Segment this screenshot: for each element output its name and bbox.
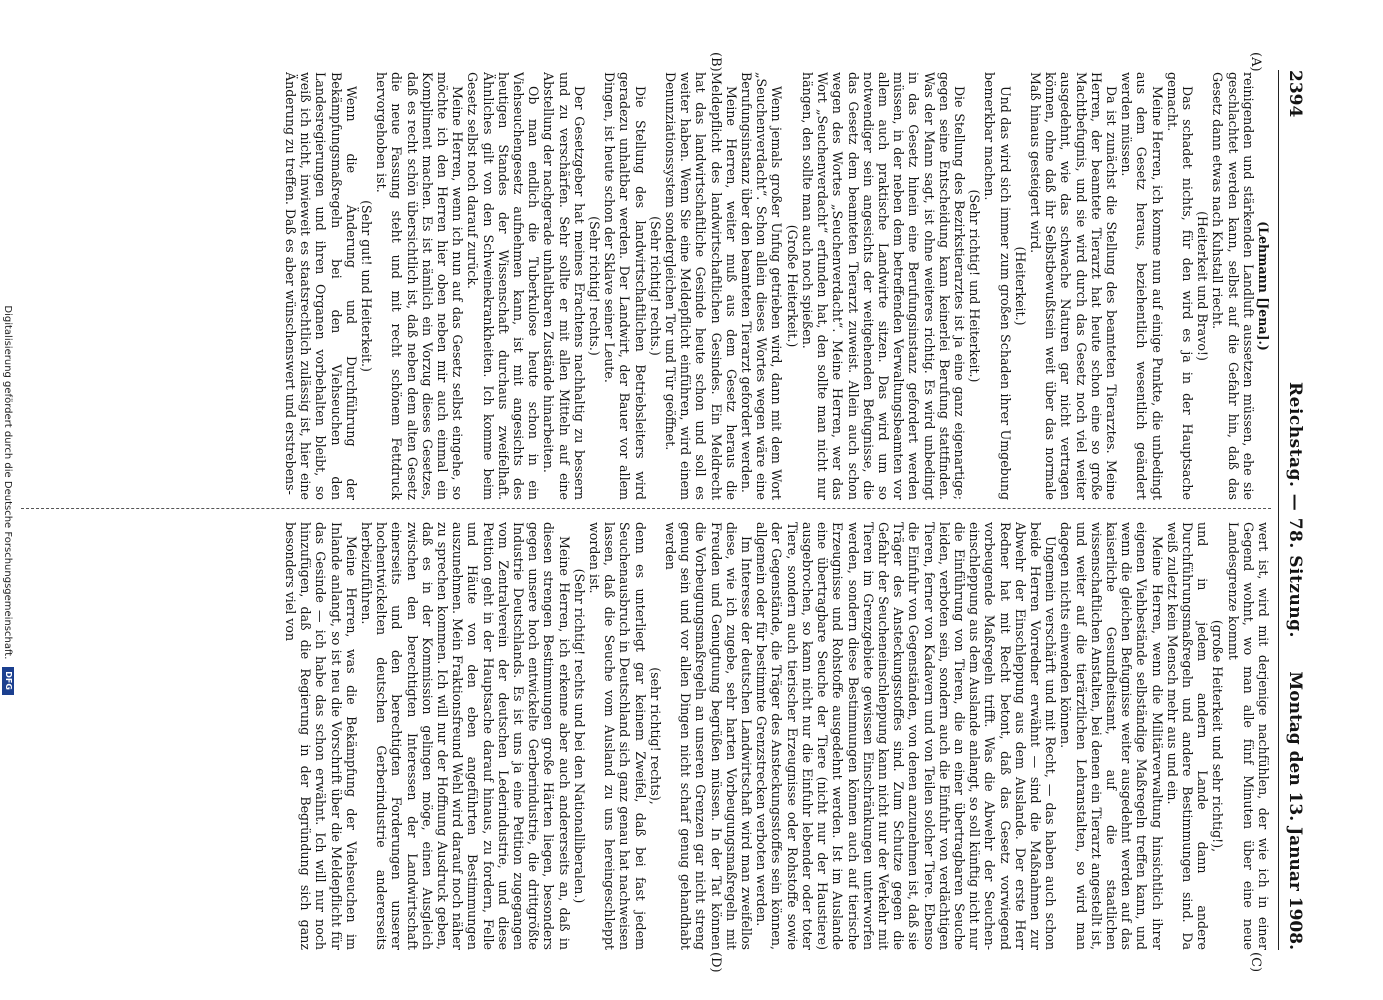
paragraph: Da ist zunächst die Stellung des beamteten Tierarztes. Meine Herren, der beamtete Tierarzt hat heute schon eine so große Machtbefugnis, und sie wird durch das Gesetz noch viel weiter ausgedehnt, wie das schwache Naturen gar nicht vertragen können, ohne daß ihr Selbstbewußtsein weit über das normale Maß hinaus gesteigert wird. <box>1027 72 1119 500</box>
paragraph: Meine Herren, ich erkenne aber auch andererseits an, daß in diesen strengen Bestimmungen große Härten liegen, besonders gegen unsere hoch entwickelte Gerberindustrie, die drittgrößte Industrie Deutschlands. Es ist uns ja eine Petition zugegangen vom Zentralverein der deutschen Lederindustrie, und diese Petition geht in der Hauptsache darauf hinaus, zu fordern, Felle und Häute von den eben angeführten Bestimmungen auszunehmen. Mein Fraktionsfreund Wehl wird darauf noch näher zu sprechen kommen. Ich will nur der Hoffnung Ausdruck geben, daß es in der Kommission gelingen möge, einen Ausgleich zwischen den berechtigten Interessen der Landwirtschaft einerseits und den berechtigten Forderungen unserer hochentwickelten deutschen Gerberindustrie andererseits herbeizuführen. <box>359 522 572 950</box>
interjection: (Heiterkeit und Bravo!) <box>1195 211 1211 361</box>
margin-mark-a: (A) <box>1248 52 1263 72</box>
margin-mark-b: (B) <box>708 52 723 72</box>
paragraph: Und das wird sich immer zum großen Schaden ihrer Umgebung bemerkbar machen. <box>982 72 1013 500</box>
interjection: (sehr richtig! rechts), <box>647 667 663 805</box>
paragraph: Ungemein verschärft und mit Recht, — das haben auch schon beide Herren Vorredner erwähnt — sind die Maßnahmen zur Abwehr der Einschleppung aus dem Auslande. Der erste Herr Redner hat mit Recht betont, daß das Gesetz vorwiegend vorbeugende Maßregeln trifft. Was die Abwehr der Seuchen-einschleppung aus dem Auslande anlangt, so soll künftig nicht nur die Einführung von Tieren, die an einer übertragbaren Seuche leiden, verboten sein, sondern auch die Einfuhr von verdächtigen Tieren, ferner von Kadavern und von Teilen solcher Tiere. Ebenso die Einfuhr von Gegenständen, von denen anzunehmen ist, daß sie Träger des Ansteckungsstoffes sind. Zum Schutze gegen die Gefahr der Seucheneinschleppung kann nicht nur der Verkehr mit Tieren im Grenzgebiete gewissen Einschränkungen unterworfen werden, sondern diese Bestimmungen können auch auf tierische Erzeugnisse und Rohstoffe ausgedehnt werden. Ist im Auslande eine übertragbare Seuche der Tiere (nicht nur der Haustiere) ausgebrochen, so kann nicht nur die Einfuhr lebender oder toter Tiere, sondern auch tierischer Erzeugnisse oder Rohstoffe sowie der Gegenstände, die Träger des Ansteckungsstoffes sein können, allgemein oder für bestimmte Grenzstrecken verboten werden. <box>754 522 1059 950</box>
credit-text: Digitalisierung gefördert durch die Deutsche Forschungsgemeinschaft. <box>2 305 13 660</box>
page-number: 2394 <box>1285 70 1305 118</box>
paragraph: denn es unterliegt gar keinem Zweifel, daß bei fast jedem Seuchenausbruch in Deutschland sich ganz genau hat nachweisen lassen, daß die Seuche vom Ausland zu uns hereingeschleppt worden ist. <box>587 522 648 950</box>
paragraph: Meine Herren, ich komme nun auf einige Punkte, die unbedingt aus dem Gesetz heraus, beziehentlich wesentlich geändert werden müssen. <box>1119 72 1165 500</box>
paragraph: Meine Herren, was die Bekämpfung der Viehseuchen im Inlande anlangt, so ist neu die Vorschrift über die Meldepflicht für das Gesinde — ich habe das schon erwähnt. Ich will nur noch hinzufügen, daß die Regierung in der Begründung sich ganz besonders viel von <box>283 522 359 950</box>
interjection: (Sehr richtig! rechts.) <box>587 216 603 356</box>
speaker-label: (Lehmann [Jena].) <box>1256 221 1271 351</box>
paragraph: reinigenden und stärkenden Landluft aussetzen müssen, ehe sie geschlachtet werden kann, selbst auf die Gefahr hin, daß das Gesetz dann etwas nach Kuhstall riecht. <box>1210 72 1256 500</box>
paragraph: Die Stellung des Bezirkstierarztes ist ja eine ganz eigenartige; gegen seine Entscheidung kann keinerlei Berufung stattfinden. Was der Mann sagt, ist ohne weiteres richtig. Es wird unbedingt in das Gesetz hinein eine Berufungsinstanz gefordert werden müssen, in der neben dem betreffenden Verwaltungsbeamten vor allem auch praktische Landwirte sitzen. Das wird um so notwendiger sein angesichts der weitgehenden Befugnisse, die das Gesetz dem beamteten Tierarzt zuweist. Allein auch schon wegen des Wortes „Seuchenverdacht“. Meine Herren, wer das Wort „Seuchenverdacht“ erfunden hat, den sollte man nicht nur hängen, den sollte man auch noch spießen. <box>799 72 967 500</box>
paragraph: Wenn die Änderung und Durchführung der Bekämpfungsmaßregeln bei den Viehseuchen den Landesregierungen und ihren Organen vorbehalten bleibt, so weiß ich nicht, inwieweit es staatsrechtlich zulässig ist, hier eine Änderung zu treffen. Daß es aber wünschenswert und erstrebens- <box>283 72 359 500</box>
margin-mark-d: (D) <box>708 952 723 973</box>
interjection: (Sehr richtig! und Heiterkeit.) <box>967 189 983 383</box>
dfg-logo: DFG <box>2 667 14 695</box>
interjection: (Sehr richtig! rechts.) <box>647 216 663 356</box>
paragraph: Der Gesetzgeber hat meines Erachtens nachhaltig zu bessern und zu verschärfen. Sehr sollte er mit allen Mitteln auf eine Abstellung der nachgerade unhaltbaren Zustände hinarbeiten. <box>541 72 587 500</box>
interjection: (Große Heiterkeit.) <box>784 224 800 348</box>
page-header <box>1279 70 1305 950</box>
paragraph: wert ist, wird mit derjenige nachfühlen, der wie ich in einer Gegend wohnt, wo man alle fünf Minuten über eine neue Landesgrenze kommt <box>1225 522 1271 950</box>
session-date: Montag den 13. Januar 1908. <box>1285 671 1305 950</box>
interjection: (große Heiterkeit und sehr richtig!), <box>1210 619 1226 853</box>
right-column <box>23 522 1271 950</box>
paragraph: Die Stellung des landwirtschaftlichen Betriebsleiters wird geradezu unhaltbar werden. Der Landwirt, der Bauer vor allem Dingen, ist heute schon der Sklave seiner Leute. <box>602 72 648 500</box>
paragraph: Ob man endlich die Tuberkulose heute schon in ein Viehseuchengesetz aufnehmen kann, ist mit angesichts des heutigen Standes der Wissenschaft durchaus zweifelhaft. Ähnliches gilt von den Schweinekrankheiten. Ich komme beim Gesetz selbst noch darauf zurück. <box>465 72 542 500</box>
paragraph: Wenn jemals großer Unfug getrieben wird, dann mit dem Wort „Seuchenverdacht“. Schon allein dieses Wortes wegen wäre eine Berufungsinstanz über den beamteten Tierarzt gefordert werden. <box>739 72 785 500</box>
column-separator <box>21 508 1271 509</box>
header-rule <box>1278 70 1279 950</box>
margin-mark-c: (C) <box>1248 952 1263 973</box>
paragraph: Das schadet nichts, für den wird es ja in der Hauptsache gemacht. <box>1164 72 1195 500</box>
paragraph: und in jedem andern Lande dann andere Durchführungsmaßregeln und andere Bestimmungen sind. Da weiß zuletzt kein Mensch mehr aus und ein. <box>1164 522 1211 950</box>
page-title: Reichstag. — 78. Sitzung. <box>1285 382 1305 638</box>
paragraph: Meine Herren, wenn ich nun auf das Gesetz selbst eingehe, so möchte ich den Herren hier oben neben mir auch einmal ein Kompliment machen. Es ist nämlich ein Vorzug dieses Gesetzes, daß es recht schön übersichtlich ist, daß neben dem alten Gesetz die neue Fassung steht und mit recht schönem Fettdruck hervorgehoben ist. <box>374 72 466 500</box>
paragraph: Im Interesse der deutschen Landwirtschaft wird man zweifellos diese, wie ich zugebe, sehr harten Vorbeugungsmaßregeln mit Freuden und Genugtuung begrüßen müssen. In der Tat können die Vorbeugungsmaßregeln an unseren Grenzen gar nicht streng genug sein und vor allen Dingen nicht scharf genug gehandhabt werden <box>663 522 755 950</box>
left-column <box>23 72 1271 500</box>
paragraph: Meine Herren, weiter muß aus dem Gesetz heraus die Meldepflicht des landwirtschaftlichen Gesindes. Ein Meldrecht hat das landwirtschaftliche Gesinde heute schon und soll es weiter haben. Wenn Sie eine Meldepflicht einführen, wird einem Denunziationssystem sondergleichen Tor und Tür geöffnet. <box>663 72 739 500</box>
digitization-credit <box>2 0 14 1000</box>
paragraph: Meine Herren, wenn die Militärverwaltung hinsichtlich ihrer eigenen Viehbestände selbständige Maßregeln treffen kann, und wenn die gleichen Befugnisse weiter ausgedehnt werden auf das kaiserliche Gesundheitsamt, auf die staatlichen wissenschaftlichen Anstalten, bei denen ein Tierarzt angestellt ist, und weiter auf die tierärztlichen Lehranstalten, so wird man dagegen nichts einwenden können. <box>1058 522 1165 950</box>
interjection: (Sehr richtig! rechts und bei den Nationalliberalen.) <box>571 568 587 904</box>
interjection: (Heiterkeit.) <box>1012 246 1028 326</box>
interjection: (Sehr gut! und Heiterkeit.) <box>359 200 375 372</box>
